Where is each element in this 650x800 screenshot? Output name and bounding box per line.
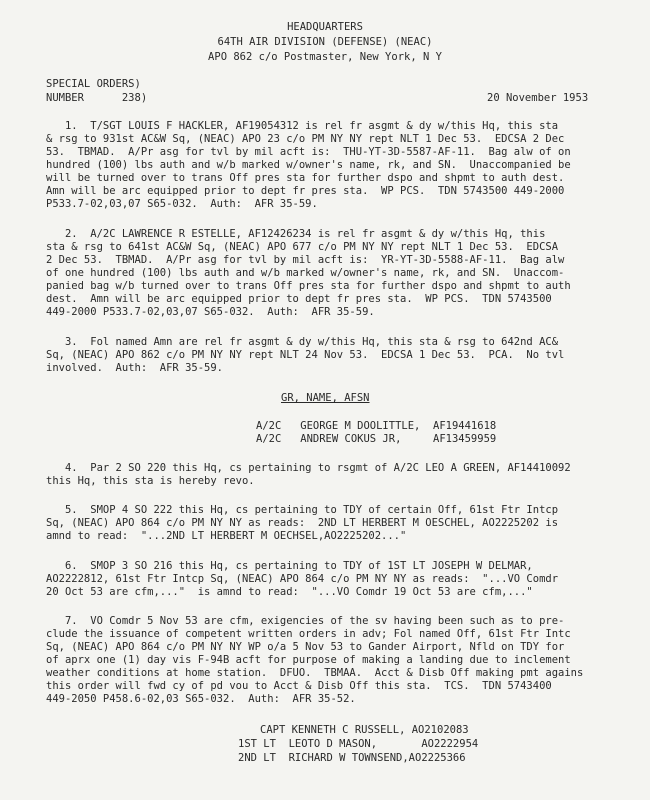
p7-line: 449-2050 P458.6-02,03 S65-032. Auth: AFR 35-52.	[46, 693, 356, 705]
paragraph-6	[46, 560, 558, 599]
header-title: HEADQUARTERS	[287, 21, 363, 33]
p2-line: panied bag w/b turned over to trans Off pres sta for further dspo and shpmt to auth	[46, 280, 571, 292]
p5-line: amnd to read: "...2ND LT HERBERT M OECHSEL,AO2225202..."	[46, 530, 407, 542]
p7-line: of aprx one (1) day vis F-94B acft for purpose of making a landing due to inclement	[46, 654, 571, 666]
officer-entry: 2ND LT RICHARD W TOWNSEND,AO2225366	[238, 752, 466, 764]
p2-line: of one hundred (100) lbs auth and w/b marked w/owner's name, rk, and SN. Unaccom-	[46, 267, 565, 279]
paragraph-7	[46, 615, 583, 706]
roster-entry: A/2C ANDREW COKUS JR, AF13459959	[256, 433, 497, 445]
p1-line: P533.7-02,03,07 S65-032. Auth: AFR 35-59.	[46, 198, 318, 210]
p7-line: this order will fwd cy of pd vou to Acct & Disb Off this sta. TCS. TDN 5743400	[46, 680, 552, 692]
p5-line: Sq, (NEAC) APO 864 c/o PM NY NY as reads: 2ND LT HERBERT M OESCHEL, AO2225202 is	[46, 517, 559, 529]
p1-line: 53. TBMAD. A/Pr asg for tvl by mil acft is: THU-YT-3D-5587-AF-11. Bag alw of on	[46, 146, 571, 158]
p7-line: 7. VO Comdr 5 Nov 53 are cfm, exigencies of the sv having been such as to pre-	[46, 615, 565, 627]
p6-line: AO2222812, 61st Ftr Intcp Sq, (NEAC) APO 864 c/o PM NY NY as reads: "...VO Comdr	[46, 573, 559, 585]
paragraph-4	[46, 462, 571, 488]
roster-heading: GR, NAME, AFSN	[281, 392, 370, 404]
order-label: SPECIAL ORDERS)	[46, 78, 141, 90]
header-address: APO 862 c/o Postmaster, New York, N Y	[208, 51, 442, 63]
order-date: 20 November 1953	[487, 92, 589, 104]
p3-line: involved. Auth: AFR 35-59.	[46, 362, 224, 374]
p1-line: hundred (100) lbs auth and w/b marked w/owner's name, rk, and SN. Unaccompanied be	[46, 159, 571, 171]
p2-line: sta & rsg to 641st AC&W Sq, (NEAC) APO 677 c/o PM NY NY rept NLT 1 Dec 53. EDCSA	[46, 241, 559, 253]
paragraph-5	[46, 504, 558, 543]
paragraph-3	[46, 336, 564, 375]
order-number: NUMBER 238)	[46, 92, 148, 104]
p1-line: & rsg to 931st AC&W Sq, (NEAC) APO 23 c/o PM NY NY rept NLT 1 Dec 53. EDCSA 2 Dec	[46, 133, 565, 145]
p6-line: 6. SMOP 3 SO 216 this Hq, cs pertaining to TDY of 1ST LT JOSEPH W DELMAR,	[46, 560, 533, 572]
p4-line: this Hq, this sta is hereby revo.	[46, 475, 255, 487]
p5-line: 5. SMOP 4 SO 222 this Hq, cs pertaining to TDY of certain Off, 61st Ftr Intcp	[46, 504, 559, 516]
roster-entry: A/2C GEORGE M DOOLITTLE, AF19441618	[256, 420, 497, 432]
p3-line: Sq, (NEAC) APO 862 c/o PM NY NY rept NLT 24 Nov 53. EDCSA 1 Dec 53. PCA. No tvl	[46, 349, 565, 361]
p2-line: dest. Amn will be arc equipped prior to dept fr pres sta. WP PCS. TDN 5743500	[46, 293, 552, 305]
p7-line: weather conditions at home station. DFUO. TBMAA. Acct & Disb Off making pmt agains	[46, 667, 584, 679]
p7-line: Sq, (NEAC) APO 864 c/o PM NY NY WP o/a 5 Nov 53 to Gander Airport, Nfld on TDY for	[46, 641, 565, 653]
p2-line: 2 Dec 53. TBMAD. A/Pr asg for tvl by mil acft is: YR-YT-3D-5588-AF-11. Bag alw	[46, 254, 565, 266]
p3-line: 3. Fol named Amn are rel fr asgmt & dy w/this Hq, this sta & rsg to 642nd AC&	[46, 336, 559, 348]
officer-entry: 1ST LT LEOTO D MASON, AO2222954	[238, 738, 479, 750]
p1-line: Amn will be arc equipped prior to dept fr pres sta. WP PCS. TDN 5743500 449-2000	[46, 185, 565, 197]
paragraph-2	[46, 228, 571, 319]
paragraph-1	[46, 120, 571, 211]
p2-line: 449-2000 P533.7-02,03,07 S65-032. Auth: AFR 35-59.	[46, 306, 375, 318]
p1-line: 1. T/SGT LOUIS F HACKLER, AF19054312 is rel fr asgmt & dy w/this Hq, this sta	[46, 120, 559, 132]
p6-line: 20 Oct 53 are cfm,..." is amnd to read: "...VO Comdr 19 Oct 53 are cfm,..."	[46, 586, 533, 598]
header-division: 64TH AIR DIVISION (DEFENSE) (NEAC)	[217, 36, 433, 48]
officer-entry: CAPT KENNETH C RUSSELL, AO2102083	[260, 724, 469, 736]
p1-line: will be turned over to trans Off pres sta for further dspo and shpmt to auth dest.	[46, 172, 565, 184]
p7-line: clude the issuance of competent written orders in adv; Fol named Off, 61st Ftr Intc	[46, 628, 571, 640]
p4-line: 4. Par 2 SO 220 this Hq, cs pertaining to rsgmt of A/2C LEO A GREEN, AF14410092	[46, 462, 571, 474]
p2-line: 2. A/2C LAWRENCE R ESTELLE, AF12426234 is rel fr asgmt & dy w/this Hq, this	[46, 228, 546, 240]
